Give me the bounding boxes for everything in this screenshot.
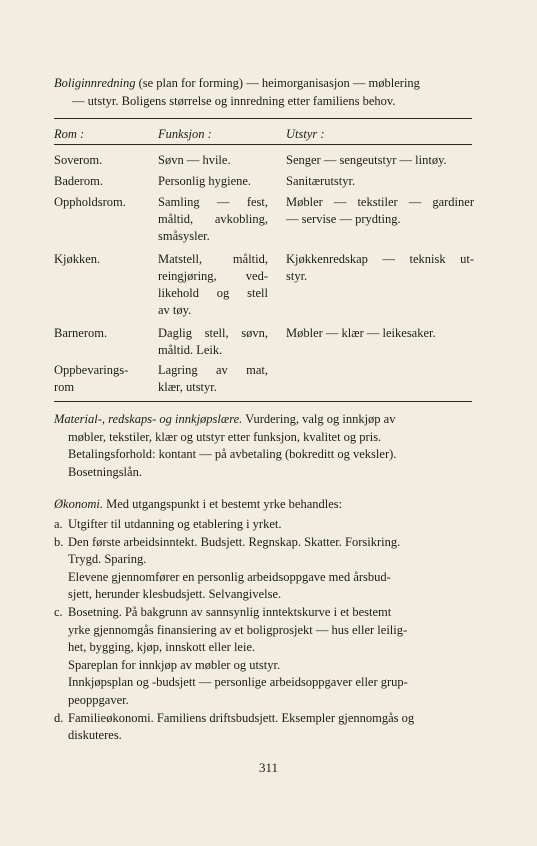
row-oppholdsrom-utstyr: Møbler — tekstiler — gardiner — servise — prydting. (286, 195, 474, 226)
list-item-b: b. Den første arbeidsinntekt. Budsjett. Regnskap. Skatter. Forsikring. Trygd. Sparing. Elevene gjennomfører en personlig arbeidsoppgave med årsbud- sjett, herunder klesbudsjett. Selvangivelse. (54, 534, 401, 602)
list-item-c: c. Bosetning. På bakgrunn av sannsynlig inntektskurve i et bestemt yrke gjennomgås finansiering av et boligprosjekt — hus eller leilig- het, bygging, kjøp, innskott eller leie. Spareplan for innkjøp av møbler og utstyr. Innkjøpsplan og -budsjett — personlige arbeidsoppgaver eller grup- peoppgaver. (54, 604, 408, 707)
material-term: Material-, redskaps- og innkjøpslære. (54, 412, 243, 426)
intro-term: Boliginnredning (54, 76, 136, 90)
okonomi-list (54, 516, 474, 745)
row-barnerom-rom: Barnerom. (54, 326, 108, 340)
intro-paragraph (54, 74, 474, 110)
intro-line1: (se plan for forming) — heimorganisasjon — møblering (135, 76, 420, 90)
table-top-rule (54, 118, 472, 119)
row-oppholdsrom-funksjon: Samling — fest, måltid, avkobling, småsysler. (158, 195, 268, 243)
row-kjokken-rom: Kjøkken. (54, 252, 101, 266)
table-header-rule (54, 144, 472, 145)
row-baderom-funksjon: Personlig hygiene. (158, 174, 252, 188)
table-bottom-rule (54, 401, 472, 402)
row-barnerom-utstyr: Møbler — klær — leikesaker. (286, 326, 436, 340)
row-soverom-rom: Soverom. (54, 153, 103, 167)
row-kjokken-utstyr: Kjøkkenredskap — teknisk ut- styr. (286, 252, 474, 283)
row-soverom-funksjon: Søvn — hvile. (158, 153, 231, 167)
row-kjokken-funksjon: Matstell, måltid, reingjøring, ved- likehold og stell av tøy. (158, 252, 268, 317)
row-baderom-rom: Baderom. (54, 174, 103, 188)
page-number: 311 (258, 760, 279, 775)
row-oppbevaringsrom-rom: Oppbevarings- rom (54, 363, 129, 394)
row-oppholdsrom-rom: Oppholdsrom. (54, 195, 126, 209)
row-soverom-utstyr: Senger — sengeutstyr — lintøy. (286, 153, 447, 167)
okonomi-term: Økonomi. (54, 497, 103, 511)
intro-line2: — utstyr. Boligens størrelse og innredning etter familiens behov. (72, 94, 396, 108)
okonomi-paragraph: Økonomi. Med utgangspunkt i et bestemt yrke behandles: (54, 497, 343, 511)
list-item-d: d. Familieøkonomi. Familiens driftsbudsjett. Eksempler gjennomgås og diskuteres. (54, 710, 415, 743)
header-rom: Rom : (54, 127, 85, 141)
header-utstyr: Utstyr : (286, 127, 325, 141)
row-baderom-utstyr: Sanitærutstyr. (286, 174, 356, 188)
header-funksjon: Funksjon : (158, 127, 212, 141)
material-paragraph: Material-, redskaps- og innkjøpslære. Vurdering, valg og innkjøp av møbler, tekstiler, klær og utstyr etter funksjon, kvalitet og pris. Betalingsforhold: kontant — på avbetaling (bokreditt og veksler). Bosetningslån. (54, 412, 397, 479)
row-barnerom-funksjon: Daglig stell, søvn, måltid. Leik. (158, 326, 268, 357)
list-item-a: a. Utgifter til utdanning og etablering i yrket. (54, 517, 282, 531)
row-oppbevaringsrom-funksjon: Lagring av mat, klær, utstyr. (158, 363, 268, 394)
